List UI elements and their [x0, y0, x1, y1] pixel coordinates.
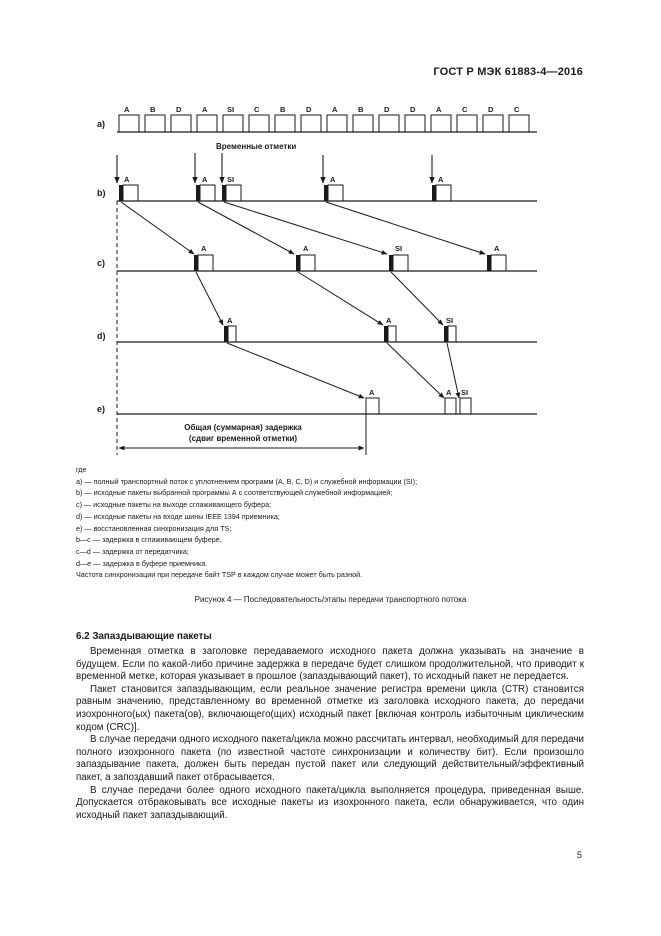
paragraph: Временная отметка в заголовке передаваемого исходного пакета должна указывать на значение в будущем. Если по какой-либо причине задержка в передаче будет слишком продолжительной, что приводит к временной метке, которая указывает в прошлое (запаздывающий пакет), то исходный пакет не передается. [76, 646, 584, 683]
figure-caption: Рисунок 4 — Последовательность/этапы передачи транспортного потока [194, 595, 467, 604]
row-label-a: a) [97, 119, 106, 129]
row-e-label-1: A [369, 388, 375, 397]
row-label-b: b) [97, 188, 106, 198]
legend-item: b) — исходные пакеты выбранной программы А с соответствующей служебной информацией; [76, 488, 393, 498]
row-a-label-2: B [150, 105, 156, 114]
timestamps-label: Временные отметки [216, 142, 297, 151]
row-c-label-4: A [494, 244, 500, 253]
row-a-label-1: A [124, 105, 130, 114]
row-b-label-5: A [438, 175, 444, 184]
row-label-e: e) [97, 404, 106, 414]
standard-designation: ГОСТ Р МЭК 61883-4—2016 [433, 66, 583, 78]
row-a-label-14: C [462, 105, 468, 114]
row-a-label-8: D [306, 105, 312, 114]
row-d-label-1: A [227, 316, 233, 325]
row-a-label-11: D [384, 105, 390, 114]
row-d-packets [224, 326, 456, 342]
legend-item: а) — полный транспортный поток с уплотнением программ (А, В, С, D) и служебной информации (SI); [76, 476, 418, 486]
delay-label-line1: Общая (суммарная) задержка [184, 423, 302, 432]
section-title: 6.2 Запаздывающие пакеты [76, 631, 212, 642]
legend-note: Частота синхронизации при передаче байт TSP в каждом случае может быть разной. [76, 570, 363, 580]
page-number: 5 [577, 850, 583, 860]
arrows-c-to-d [196, 272, 443, 325]
row-a-label-10: B [358, 105, 364, 114]
row-c-label-2: A [303, 244, 309, 253]
row-b-label-4: A [330, 175, 336, 184]
row-e-packets [366, 398, 471, 414]
delay-label-line2: (сдвиг временной отметки) [188, 434, 298, 443]
row-d-label-3: SI [446, 316, 454, 325]
row-c-packets [194, 255, 506, 271]
row-a-label-3: D [176, 105, 182, 114]
legend-item: d) — исходные пакеты на входе шины IEEE 1394 приемника; [76, 511, 280, 521]
legend-item: с—d — задержка от передатчика; [76, 546, 189, 556]
row-a-label-5: SI [227, 105, 235, 114]
section-body [76, 646, 584, 822]
legend-item: е) — восстановленная синхронизация для TS; [76, 523, 232, 533]
row-a-packets [119, 115, 529, 132]
legend-intro: где [76, 465, 87, 474]
row-a-label-16: C [514, 105, 520, 114]
figure-legend [76, 464, 596, 581]
row-a-label-12: D [410, 105, 416, 114]
row-e-label-2: A [446, 388, 452, 397]
row-a-label-9: A [332, 105, 338, 114]
row-label-d: d) [97, 331, 106, 341]
row-b-label-2: A [202, 175, 208, 184]
paragraph: Пакет становится запаздывающим, если реальное значение регистра времени цикла (CTR) становится равным значению, представленному во временной отметке из заголовка исходного пакета, до передачи изохронного(ых) пакета(ов), включающего(щих) исходный пакет [включая контроль избыточным циклическим кодом (CRC)]. [76, 683, 584, 733]
row-b-packets [119, 185, 451, 201]
paragraph: В случае передачи одного исходного пакета/цикла можно рассчитать интервал, необходимый для передачи полного изохронного пакета (по известной частоте синхронизации и количеству бит). Если произошло запаздывание пакета, должен быть передан пустой пакет или следующий действительный/эффективный пакет, а запоздавший пакет отбрасывается. [76, 734, 584, 783]
row-b-label-1: A [124, 175, 130, 184]
timestamp-arrows [117, 153, 432, 183]
row-a-label-13: A [436, 105, 442, 114]
row-c-label-1: A [201, 244, 207, 253]
row-b-label-3: SI [227, 175, 235, 184]
paragraph: В случае передачи более одного исходного пакета/цикла выполняется процедура, приведенная выше. Допускается отбраковывать все исходные пакеты из изохронного пакета, если обнаруживается, что один исходный пакет запаздывающий. [76, 784, 584, 821]
row-label-c: c) [97, 258, 106, 268]
row-c-label-3: SI [395, 244, 403, 253]
row-d-label-2: A [386, 316, 392, 325]
legend-item: b—с — задержка в сглаживающем буфере, [76, 535, 222, 545]
legend-item: с) — исходные пакеты на выходе сглаживающего буфера; [76, 500, 272, 510]
row-e-label-3: SI [461, 388, 469, 397]
row-a-label-4: A [202, 105, 208, 114]
legend-item: d—e — задержка в буфере приемника. [76, 558, 208, 568]
row-a-label-15: D [488, 105, 494, 114]
row-a-label-6: C [254, 105, 260, 114]
row-a-label-7: B [280, 105, 286, 114]
arrows-d-to-e [227, 343, 459, 398]
